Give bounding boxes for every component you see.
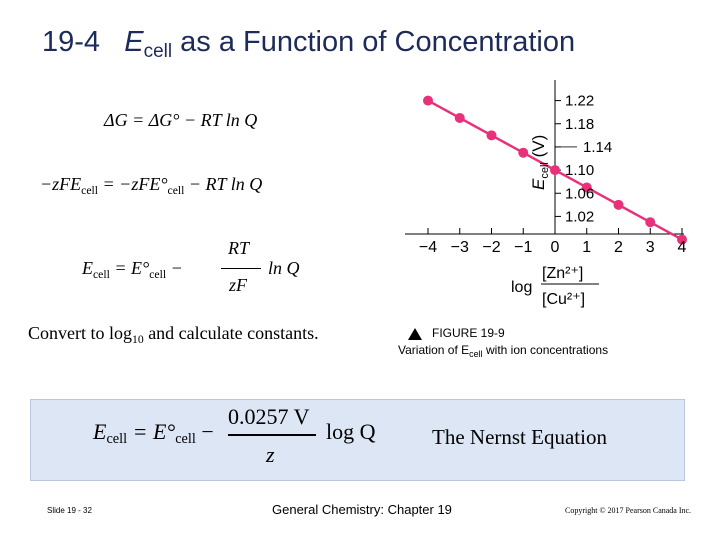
- nernst-e: E: [93, 419, 107, 444]
- nernst-minus: −: [195, 419, 214, 444]
- convert-sub: 10: [132, 332, 144, 346]
- nernst-equation: [93, 419, 214, 448]
- y-tick-label: 1.06: [565, 185, 595, 203]
- eq3-fraction-bar: [221, 268, 261, 269]
- nernst-fraction-bar: [228, 434, 316, 436]
- eq3-cell: cell: [93, 267, 110, 281]
- x-axis-label-denominator: [Cu²⁺]: [542, 291, 586, 308]
- x-axis-label-log: log: [511, 279, 533, 296]
- eq3-minus: −: [166, 258, 183, 278]
- x-tick-label: −2: [482, 239, 501, 256]
- nernst-cell: cell: [106, 431, 128, 448]
- nernst-numerator: 0.0257 V: [228, 404, 310, 429]
- convert-text: [28, 323, 319, 344]
- x-tick-label: −4: [418, 239, 438, 256]
- y-axis-label-sub: cell: [539, 162, 551, 179]
- convert-part-b: and calculate constants.: [143, 323, 319, 343]
- caption-part-a: Variation of E: [398, 343, 470, 357]
- title-e: E: [124, 26, 144, 58]
- eq2-cell2: cell: [167, 183, 185, 197]
- convert-part-a: Convert to log: [28, 323, 132, 343]
- eq3-e: E: [82, 258, 93, 278]
- title-cell: cell: [143, 40, 173, 62]
- footer-copyright: Copyright © 2017 Pearson Canada Inc.: [565, 506, 692, 515]
- y-axis-label-unit: (V): [529, 134, 548, 163]
- data-point: [518, 148, 528, 158]
- x-tick-label: 3: [645, 239, 655, 256]
- y-axis-label-e: E: [529, 178, 548, 190]
- caption-cell: cell: [469, 348, 483, 359]
- y-tick-label: 1.22: [565, 92, 595, 110]
- slide-title: [42, 26, 576, 62]
- x-tick-label: −1: [514, 239, 533, 256]
- x-tick-label: 2: [614, 239, 623, 256]
- nernst-cell2: cell: [175, 431, 196, 448]
- eq2-part-c: = −zFE°: [98, 174, 168, 194]
- x-tick-label: −3: [450, 239, 469, 256]
- eq2-part-a: −zFE: [40, 174, 82, 194]
- x-tick-label: 1: [582, 239, 592, 256]
- eq3-mid: = E°: [109, 258, 150, 278]
- nernst-mid: = E°: [127, 419, 176, 444]
- data-point: [455, 113, 465, 123]
- ecell-chart: [395, 72, 695, 320]
- equation-ecell: [82, 258, 183, 279]
- caption-part-b: with ion concentrations: [482, 343, 609, 357]
- y-tick-label: 1.10: [565, 162, 595, 180]
- triangle-icon: [408, 328, 422, 340]
- data-point: [423, 96, 433, 106]
- chart-labels: [419, 93, 687, 308]
- nernst-log-q: [326, 419, 376, 445]
- title-rest: as a Function of Concentration: [180, 26, 576, 58]
- data-point: [614, 200, 624, 210]
- x-tick-label: 0: [550, 239, 560, 256]
- eq3-ln-q: ln Q: [268, 258, 300, 278]
- y-axis-label: [529, 135, 551, 190]
- nernst-denominator: z: [266, 442, 275, 467]
- eq2-cell: cell: [81, 183, 99, 197]
- equation-zfe: [40, 174, 262, 195]
- data-point: [645, 217, 655, 227]
- nernst-log-q-text: log Q: [326, 419, 376, 444]
- eq3-denominator: zF: [229, 275, 247, 295]
- eq3-numerator: RT: [228, 238, 250, 258]
- x-tick-label: 4: [677, 239, 687, 256]
- eq3-cell2: cell: [149, 267, 167, 281]
- y-tick-label: 1.02: [565, 208, 595, 226]
- slide-number: Slide 19 - 32: [47, 506, 92, 515]
- equation-gibbs: ΔG = ΔG° − RT ln Q: [104, 110, 258, 130]
- figure-caption: [398, 343, 608, 357]
- data-point: [550, 165, 560, 175]
- x-axis-label-numerator: [Zn²⁺]: [542, 265, 584, 282]
- nernst-equation-name: The Nernst Equation: [432, 425, 607, 449]
- data-point: [487, 130, 497, 140]
- title-number: 19-4: [42, 26, 101, 58]
- y-tick-label: 1.18: [565, 115, 595, 133]
- footer-chapter: General Chemistry: Chapter 19: [272, 502, 452, 517]
- y-tick-label: 1.14: [583, 138, 613, 156]
- figure-label: FIGURE 19-9: [432, 326, 505, 340]
- eq2-part-e: − RT ln Q: [184, 174, 263, 194]
